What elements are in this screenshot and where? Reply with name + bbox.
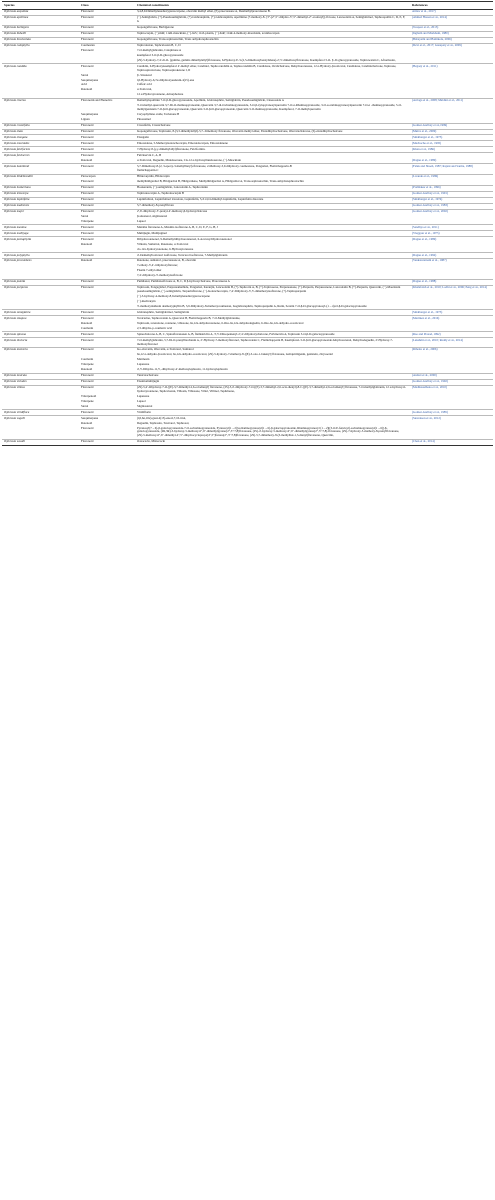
class-cell: Flavonoid [81,179,94,184]
reference-cell: (Ribeiro et al., 2006) [410,348,493,353]
constituents-cell: 12 α-Hydroxyrotenone, Amorpholone [137,92,184,97]
constituents-cell: Dihydrorotenonol, 9-Demethyldihydrorotenonol, 6-Acetoxydihydrorotenonol [135,237,410,242]
class-cell: Flavonoid [79,135,135,141]
species-cell: Tephrosia cinerea [2,98,79,103]
class-cell: Flavonoid [79,279,135,285]
class-cell: Lignan [81,117,90,122]
constituents-cell: Enantiomultijugin [135,379,410,385]
class-cell: Flavonoid [79,185,135,191]
constituents-cell: Multijugin, Multijuginol [135,231,410,237]
class-cell: Flavonoid [79,164,135,169]
species-cell: Tephrosia bracteolata [2,37,79,43]
class-cell: Flavonoid [79,253,135,259]
class-cell: Rotenoid [81,367,93,372]
reference-cell: (Gomez-Garibay et al.,1999) [410,123,493,129]
species-cell: Tephrosia calophylla [2,43,79,48]
constituents-cell: Tephroleocarpin A, Tephroleocarpin B [135,191,410,197]
class-cell: Coumarin [81,357,94,362]
class-cell: Sesquiterpene [79,416,135,421]
class-cell: Flavonoid [79,385,135,394]
constituents-cell: 6a,12 α-dehydro-β-toxicarol, 6a,12a-dehydro-α-toxicarol, (2S)-5-hydroxy-7-methoxy-8-[(E)-3-oxo-1-butenyl] flavanone, isoliquiritigenin, genistein, chrysoeriol [137,352,333,357]
species-cell: Tephrosia procumbens [2,259,79,264]
table-row [2,338,493,348]
class-cell: Flavonoid [79,64,135,73]
class-cell: Flavonoid [79,153,135,158]
constituents-cell: (−)-medicarpin [137,299,156,303]
header-constituents: Chemical constituents [135,2,410,10]
reference-cell: (Venkataratnam et al., 1987) [410,259,493,264]
reference-cell: (Andrei et al., 2000) [410,373,493,379]
species-cell: Tephrosia hildebrandtii [2,175,79,180]
species-cell: Tephrosia villosa [2,385,79,394]
species-cell [2,426,79,439]
constituents-cell: (2S)-5,4′-dihydroxy-7-O-[(E)-3,7-dimethyl-2,6-octadienyl] flavanone, (2S)-5,4′-dihydroxy-7-O-[(E)-3,7-dimethyl-2,6-octa-dienyl]-8-C-[(E)-3,7-dimethyl-2,6-octadienyl] flavanone, 7-O-methylglabranin, 12 α-hydroxy-6-hydroxyrotenone, Tephcalostan, Villosin, Villosone, Villol, Villinol, Tephrinone, [135,385,410,394]
constituents-cell: Tephrosin, rotenolone, rotenone, villosone, 6a,12a-dehydrorotenone, 6-Oxo-6a,12a-dehydrodeguelin, 6-Oxo-6a,12a-dehydro-α-toxicarol [137,320,304,325]
class-cell: Sterol [81,403,89,408]
constituents-cell: (−)-3-hydroxy-4-methoxy-8,9-methylenedioxypterocarpene [137,294,210,299]
reference-cell: (Khan et al., 1986) [410,147,493,153]
constituents-cell: 3,4,8,9-Dimethylenedioxypterocarpene, obovatin methyl ether, (E)-praecansone A, Desmethylpraecansone B. [135,9,410,15]
reference-cell: (Muiva et al., 2009) [410,129,493,135]
constituents-cell: Hildecarpidin, Hildecarpin [135,175,410,180]
class-cell: Sterol [81,213,89,218]
reference-cell: (Gomez-Garibay et al., 1985) [410,410,493,416]
constituents-cell: 7-O-methylglabranin, 5,7-Di-O-prenylbiochanin A, 2′-Hydroxy-7-methoxyflavonol, Tephrowatsin C, Flemichapparin B, Kaempferol-3-O-β-D-glucopyranoside dehydrorotenol, Dehydrodeguelin, 2'-Hydroxy-7-methoxyflavonol [135,338,410,348]
species-cell: Tephrosia tunicata [2,373,79,379]
species-cell: Tephrosia polyphylla [2,253,79,259]
constituents-cell: 3′-methoxydaidzein desmoxyphyllin B, 3,9-Dihydroxy-8-methoxycoumestan, Isoglabratephrin, Tephropurpulin A, Rutin, Seratin 7-O-β-D-glucopyranosyl-(1→4)-O-β-D-galactopyranoside [137,303,367,308]
table-row [2,439,493,445]
class-cell: Flavonoid [81,425,94,430]
class-cell: Rotenoid [81,241,93,246]
reference-cell: (Smalberger et al., 1974) [410,197,493,203]
constituents-cell: Caffeic acid [137,82,152,87]
reference-cell: (Gomez-Garibay et al., 1992) [410,379,493,385]
class-cell: Rotenoid [81,87,93,92]
constituents-table [2,1,493,446]
class-cell: Flavonoid [79,373,135,379]
reference-cell: (Ahmed Hassan et al., 2014) [410,15,493,25]
constituents-cell: Tephrosin, Pongaglabol, Purpureamethide, Pongamol, Karanjin, Lanceolatin B, (+)-Tephrorin A, B, (+)-Tephrosone, Purpureanone, (+)-Purpurin, Purpureanone, Lanceolatin B, (+)-Purpurin, Quercetin, (−)-Maackiain pseudosemiglabrin, (−)-semiglabrin, Terpurinflavone, (−)-Isolonchocarpin, 7,4′-Dihydroxy-3′,5′-dimethoxyisoflavone, (+)-Tephropurpurin [135,285,410,294]
reference-cell: (Lakshmi et al., 2010; Reddy et al., 2014) [410,338,493,348]
constituents-cell: Oaxacacin, Mixtecacin [135,439,410,445]
constituents-cell: Lupeol [137,218,146,223]
species-cell [2,104,79,113]
constituents-cell: α-Toxicarol, Deguelin, Mundoserone, Cis-12 α-hydroxymundoserone, (−)-Maackiain [137,157,241,162]
reference-cell: (Machocho et al., 1995) [410,141,493,147]
constituents-cell: Rotenone, sumatrol, praecansone A, B, obovatin [135,259,410,264]
constituents-cell: kaempferol 3-O-β-D-glucopyranoside [137,52,184,57]
reference-cell: (Vleggaar et al., 1975) [410,231,493,237]
class-cell: Flavonoid [79,197,135,203]
class-cell: Rotenoid [81,320,93,325]
species-cell: Tephrosia pumila [2,279,79,285]
class-cell: Flavonoid [79,15,135,25]
class-cell: Flavonoid [79,285,135,294]
class-cell: Flavonoid [79,203,135,209]
species-cell: Tephrosia viciodes [2,379,79,385]
constituents-cell: 3′-O-methyl-quercetin 3,7-Di-O-rhamnopyranoside, Quercetin 3,7-di-O-rhamnopyranoside, 3-O-β-xylopyranosylquercetin 7-O-α-Rhamnopyranoside, 3-O-α-arabinopyranosylquercetin 7-O-α -rhamnopyranoside, 5-O-methylgenistein 7-O-β-D-glucopyranoside, Quercetin 3-O-β-D-glucopyranoside, Quercetin 3-O-rhamnopyranoside, Kaempferol, 7-O-methylquercetin [137,103,402,112]
reference-cell: (Gomez-Garibay et al., 2002) [410,209,493,214]
constituents-cell: 7-Hydroxy-8-(γ,γ-dimethylallyl)flavanone, Falciformin. [135,147,410,153]
species-cell: Tephrosia bidwilli [2,31,79,37]
constituents-cell: Iso-obovatin, Obovatin, α-Toxicarol, Sumatrol [135,348,410,353]
class-cell: Triterpene [81,362,94,367]
class-cell: Flavonoid [79,237,135,242]
reference-cell: (Dagne et al., 1989) [410,237,493,242]
reference-cell: (Madhusudhana et al., 2010) [410,385,493,394]
constituents-cell: Deguelin, Tephrosin, Toxicarol, Tephrosol, [137,420,190,425]
reference-cell [410,426,493,439]
constituents-cell: Spinochalcone A, B, C, Spinoflavanonen A, B, flemistrictin A, 3′,5′-Diisopentenyl-2′,4′-dihydroxychalcone, Fulvinervin A, Tephrosin 3-O-β-D-galactopyranoside [135,332,410,338]
constituents-cell: 2,3-dihydro-p-coumaric acid [137,325,173,330]
species-cell: Tephrosia vogelii [2,416,79,421]
reference-cell: (Hegazy et al., 2011) [410,64,493,73]
constituents-cell: 4′-Demethyltoxicarol isoflavone, Toxicarol isoflavone, 7-Methylglabranin [135,253,410,259]
reference-cell: (Rao and Prasad, 1992) [410,332,493,338]
species-cell: Tephrosia apollinea [2,15,79,25]
class-cell: Rotenoid [81,157,93,162]
reference-cell: (Gomez-Garibay et al., 1991) [410,191,493,197]
species-cell: Tephrosia semiglabra [2,310,79,316]
constituents-cell: Stigmasterol [137,403,153,408]
species-cell: Tephrosia lupinifolia [2,197,79,203]
table-row [2,104,493,113]
class-cell: Flavonoid [79,209,135,214]
class-cell: Triterpene [81,218,94,223]
species-cell: Tephrosia purpurea [2,285,79,294]
species-cell: Tephrosia barbigera [2,25,79,31]
species-cell: Tephrosia elata [2,129,79,135]
reference-cell: (Martinez et al., 2016) [410,316,493,321]
species-cell: Tephrosia viridiflora [2,410,79,416]
constituents-cell: Pyranosyl(7→6)-β-galactopyranoside-7-O-α-rhamnopyranoside, Pyranosyl(1→2)[α-rhamnopyranosyl(1→6)-β-galactopyranoside, Rhamnopyranosyl (1→2)[(3-O-E-feruloyl)-α-rhamnopyranosyl(1→6)]-β-galactopyranoside, (2R,3R)-3-hydroxy-5-methoxy-6″,6″-dimethylpyrano[2″,3″:7,8]flavanone, (2S)-4′-hydroxy-5-methoxy-6″,6″-dimethylpyrano[2″,3″:7,8]-flavanone, (2S)-7-hydroxy-5-methoxy-8-prenylflavanone, (2S)-5-methoxy-6″,6″-dimethyl-4″,5″-dihydrocyclopropa[4″,5″]furano[2″,3″:7,8]flavanone, (2S)-5,7-dimethoxy-8-(3-methylbut-1,3-dienyl)flavanone, Quercitin, [137,425,400,438]
reference-cell: (Chen et al., 2014) [410,439,493,445]
class-cell: Rotenoid [79,259,135,264]
reference-cell [410,104,493,113]
class-cell: Flavonoid [79,31,135,37]
table-header-row [2,2,493,10]
class-cell: Flavonoid [81,47,94,52]
species-cell: Tephrosia pentaphylla [2,237,79,242]
table-row [2,15,493,25]
reference-cell: (Stevenson et al., 2012) [410,416,493,421]
constituents-cell: Fulvinervin C, A, B [135,153,410,158]
constituents-cell: Caryophyllene oxide, Teclenone B [137,112,180,117]
species-cell: Tephrosia crassifolia [2,123,79,129]
class-cell: Flavonoid [79,348,135,353]
species-cell: Tephrosia sinapou [2,316,79,321]
table-row [2,285,493,294]
species-cell: Tephrosia major [2,209,79,214]
table-row [2,385,493,394]
constituents-cell: Fisetin 7-ethyl ether [137,268,162,273]
constituents-cell: 1β-Hydroxy-6,7α-dihydroxyeudesm-4(15)-ene [137,77,195,82]
species-cell: Tephrosia hookeriana [2,185,79,191]
constituents-cell: (−)-Semiglabrin, (+)-Pseudosemiglabrin, (+)-Glabratephrin, (+)-Glabratephrin, Apollinine (7-methoxy-8- [3"-(2",5"-dihydro-5",5"-dimethyl-2"-oxofuryl)]-flavone, Lanceolatin A, Semiglabrinol, Tephroapollin C, D, E, F, G [135,15,410,25]
header-references: References [410,2,493,10]
constituents-cell: Maxima flavanone A, Maxima isoflavone A, B, C, D, E, F, G, H, J [135,225,410,231]
class-cell: Sesquiterpene [81,77,99,82]
class-cell: Acid [81,82,87,87]
constituents-cell: β -Sitosterol [137,72,153,77]
header-class: Class [79,2,135,10]
species-cell: Tephrosia emoroides [2,141,79,147]
constituents-cell: Pumilanol, Pumilaisoflavone A, B, C, D β-hydroxychalcone, Praecansone A [135,279,410,285]
constituents-cell: Crassifolin, Crassichalcone [135,123,410,129]
species-cell: Tephrosia tinctoria [2,338,79,348]
reference-cell: Atilaw et al., 2017) [410,9,493,15]
constituents-cell: Isopongaflavone, Barbigerone [135,25,410,31]
constituents-cell: Toxicarine, Tephrowatsin A, Quercetol B, Flemichapparin B, 7-O-Methylglabranine, [135,316,410,321]
class-cell: Flavonoid [79,225,135,231]
reference-cell: (Prabhakar et al., 1996) [410,185,493,191]
constituents-cell: Lupeol [137,398,146,403]
constituents-cell: methylhildgardtol B, Hildgardtol B, Hildgardtene, Methylhildgardtol A, Hildgardtol A, Trans-tephrostachin, Trans-anhydrotephrostachin [137,179,304,184]
constituents-cell: Isopongaflavone, Tephrosin, 8-(3,3-dimethylallyl)-5,7- dimethoxy flavanone, Obovatin methyl ether, Elatadihydrochalcone, Obovatachalcone, (S)-elatadihydrochalcone [135,129,410,135]
table-row [2,64,493,73]
constituents-cell: Lupenone [137,393,150,398]
class-cell: Flavonoid [79,379,135,385]
constituents-cell: Tephrocarpin, (−)-6aR; 11aR-maackiain, (−)-6aS; 11aS-pisatin, (−)-6aR; 11aR-4-methoxy-maackiain, acanthocarpan [135,31,410,37]
species-cell: Tephrosia spinosa [2,332,79,338]
class-cell: Flavonoid [79,332,135,338]
constituents-cell: Marmesin [137,357,150,362]
reference-cell: (Khalafalah et al., 2010; Lodhi et al., 2006; Peng et al., 2014) [410,285,493,294]
class-cell: Flavonoids and Phenolics [79,98,135,103]
class-cell: Coumestan [79,43,135,48]
class-cell: Flavonoid [79,410,135,416]
constituents-cell: 5,7-dimethoxy-8-prenylflavan [135,203,410,209]
constituents-cell: 7-ethoxy-3′,4′-trihydroxyflavone; [137,263,178,268]
constituents-cell: Lupenone [137,362,150,367]
constituents-cell: Lupinifolinol, Lupinifolinol triacetate, Lupinifolin, 5,4′-O,O-dimethyl-lupinifolin, Lupinifolin diacetate [135,197,410,203]
constituents-cell: cis-12a-hydroxyrotenone, 6-Hydroxyrotenone [137,246,194,251]
reference-cell: (Dagne et al., 1989) [412,157,437,162]
reference-cell: (Sandhya et al., 2011) [410,225,493,231]
class-cell: Triterpenoid [81,393,97,398]
class-cell: Rotenoid [81,420,93,425]
constituents-cell: Demethylapollinin 7-O-β-D-glucopyranoside, Apollinin, Globratephrin, Semiglabrin, Pseudosemiglabrin, Cinereoside A [135,98,410,103]
species-cell: Tephrosia candida [2,64,79,73]
class-cell: Sesquiterpene [81,112,99,117]
class-cell: Flavonoid [79,439,135,445]
species-cell: Tephrosia hamiltonii [2,164,79,169]
constituents-cell: Glabratephrin, Semiglabrinol, Semiglabrin [135,310,410,316]
constituents-cell: Emoroidone, 5-Methoxyisolonchocarpin, Emoroidocarpan, Emoroidenone [135,141,410,147]
class-cell: Pterocarpan [79,175,135,180]
species-cell: Tephrosia leiocarpa [2,191,79,197]
constituents-cell: 7-O-methylglabranin, Calophione A [137,47,182,52]
constituents-cell: β-sitosterol, stigmasterol [137,213,168,218]
reference-cell: (Dagne et al., 1988) [410,279,493,285]
class-cell: Flavonoid [79,310,135,316]
reference-cell: (Devi et al., 2017; Ganapaty et al., 2009) [410,43,493,48]
constituents-cell: Candidin, 6-Hydroxykaempferol 4′-methyl ether, Candidol, Tephrocandidin A, Tephrocandidin B, Candidone, Ovalichalcone, Dehydrorotenone, 12 α-Hydroxy-β-toxicarol, Candidone, Candidachalcone, Tephrone, Tephrospirolactone, Tephroapiroketone I, II [135,64,410,73]
constituents-cell: Villosin, Sumatrol, Rotenone, α-Toxicarol [137,241,189,246]
class-cell: Triterpene [81,398,94,403]
constituents-cell: 2′,6′-dihydroxy-3′-prenyl-4′-methoxy-β-hydroxychalcone [135,209,410,214]
table-body [2,9,493,445]
constituents-cell: Hookeranin, (−)-semiglabrin, Lanceolatin A, Tephrorianin [135,185,410,191]
reference-cell: (Dagne et al., 1992) [410,253,493,259]
constituents-cell: 4′,5′-Dihydro-11,5′,-dihydroxy-4′-methoxytephrosin, 11-hydroxytephrosin [137,367,228,372]
constituents-cell: 5,7-Dimethoxy-8-(2, 3-epoxy-3-methylbutyl)-flavanone, 2-Methoxy-3,9-dihydroxy coumestone, Pongamol, Flemichapparin-B [135,164,410,169]
constituents-cell: Isopongaflavone, Trans-tephrostachin, Trans anhydrotephrostachin [135,37,410,43]
species-cell: Tephrosia fulvinervis [2,153,79,158]
reference-cell: (Lwande et al., 1986) [410,175,493,180]
reference-cell: (Gomez-Garibay et al., 1983) [410,203,493,209]
species-cell: Tephrosia elongata [2,135,79,141]
class-cell: Flavonoid [79,147,135,153]
class-cell: Flavonoid [79,129,135,135]
class-cell: Flavonoid [79,37,135,43]
species-cell: Tephrosia maxima [2,225,79,231]
species-cell: Tephrosia aequilata [2,9,79,15]
constituents-cell: (2S)-5-hydroxy-7,4′-di-O- (gamma, gamma dimethylallyl)flavanone, 6-Hydroxy-E-3-(2,5-dimethoxybenzylidene)-2′,5′-dimethoxyflavanone, Kaempferol 3-O- β -D-glucopyranoside, Tephrowatsin C, Afrormosin, [137,57,396,62]
reference-cell: (Touqeer et al., 2013) [410,25,493,31]
class-cell: Flavonoid [79,191,135,197]
species-cell: Tephrosia madrensis [2,203,79,209]
class-cell: Sterol [81,72,89,77]
constituents-cell: (1β,6α,10α)-guai-4(15)-ene-6,7,10-triol, [135,416,410,421]
species-cell: Tephrosia toxicaria [2,348,79,353]
class-cell: Flavonoid [79,25,135,31]
constituents-cell: Pinoresinol [137,117,151,122]
constituents-cell: α-Toxicarol, [137,87,153,92]
class-cell: Flavonoid [79,9,135,15]
constituents-cell: Tunicatachalcone [135,373,410,379]
reference-cell: (Smalberger et al., 1975) [410,135,493,141]
constituents-cell: 7,4′-dihydroxy-3′-methoxyisoflavone [137,273,183,278]
species-cell: Tephrosia falciformis [2,147,79,153]
class-cell: Coumarin [81,325,94,330]
reference-cell: (Babayemi and Bamikole, 2006) [410,37,493,43]
constituents-cell: flemichapparin-C [137,168,159,173]
species-cell: Tephrosia multijuga [2,231,79,237]
constituents-cell: Tephcalostan, Tephcalostan B, C, D [135,43,410,48]
class-cell: Flavonoid [79,231,135,237]
constituents-cell: Elongatin [135,135,410,141]
reference-cell: (Smalberger et al., 1973) [410,310,493,316]
class-cell: Flavonoid [79,123,135,129]
class-cell: Flavonoid [79,141,135,147]
reference-cell: (Falak and Shoeb, 1987; Rajani and Sarma, 1988) [410,164,493,169]
table-row [2,426,493,439]
class-cell: Flavonoid [79,316,135,321]
species-cell: Tephrosia woodii [2,439,79,445]
reference-cell: (Ingham and Markham, 1980) [410,31,493,37]
reference-cell: (Arriaga et al., 2008; Maldini et al., 2011) [410,98,493,103]
class-cell: Flavonoid [79,338,135,348]
constituents-cell: Viridiflorin [135,410,410,416]
header-species: Species [2,2,79,10]
